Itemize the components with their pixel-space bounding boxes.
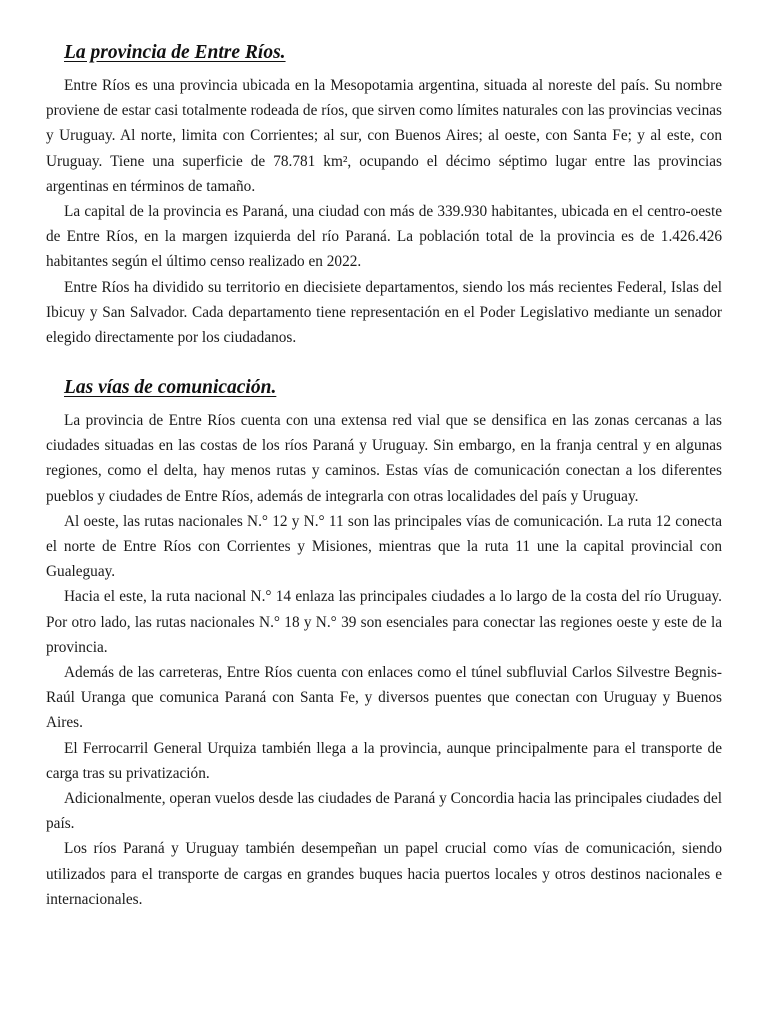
section-heading: Las vías de comunicación. bbox=[64, 377, 277, 398]
paragraph: Además de las carreteras, Entre Ríos cuenta con enlaces como el túnel subfluvial Carlos Silvestre Begnis-Raúl Uranga que comunica Paraná con Santa Fe, y diversos puentes que conectan con Uruguay y Buenos Aires. bbox=[46, 664, 722, 732]
paragraph: Entre Ríos es una provincia ubicada en la Mesopotamia argentina, situada al noreste del país. Su nombre proviene de estar casi totalmente rodeada de ríos, que sirven como límites naturales con las provincias vecinas y Uruguay. Al norte, limita con Corrientes; al sur, con Buenos Aires; al oeste, con Santa Fe; y al este, con Uruguay. Tiene una superficie de 78.781 km², ocupando el décimo séptimo lugar entre las provincias argentinas en términos de tamaño. bbox=[46, 77, 722, 195]
paragraph: Hacia el este, la ruta nacional N.° 14 enlaza las principales ciudades a lo largo de la costa del río Uruguay. Por otro lado, las rutas nacionales N.° 18 y N.° 39 son esenciales para conectar las regiones oeste y este de la provincia. bbox=[46, 588, 722, 656]
paragraph: La provincia de Entre Ríos cuenta con una extensa red vial que se densifica en las zonas cercanas a las ciudades situadas en las costas de los ríos Paraná y Uruguay. Sin embargo, en la franja central y en algunas regiones, como el delta, hay menos rutas y caminos. Estas vías de comunicación conectan a los diferentes pueblos y ciudades de Entre Ríos, además de integrarla con otras localidades del país y Uruguay. bbox=[46, 412, 722, 505]
section-entre-rios bbox=[46, 40, 722, 350]
section-heading: La provincia de Entre Ríos. bbox=[64, 42, 286, 63]
paragraph: Entre Ríos ha dividido su territorio en diecisiete departamentos, siendo los más recientes Federal, Islas del Ibicuy y San Salvador. Cada departamento tiene representación en el Poder Legislativo mediante un senador elegido directamente por los ciudadanos. bbox=[46, 278, 722, 347]
paragraph: El Ferrocarril General Urquiza también llega a la provincia, aunque principalmente para el transporte de carga tras su privatización. bbox=[46, 739, 722, 782]
paragraph: Los ríos Paraná y Uruguay también desempeñan un papel crucial como vías de comunicación, siendo utilizados para el transporte de cargas en grandes buques hacia puertos locales y otros destinos nacionales e internacionales. bbox=[46, 840, 722, 908]
paragraph: Adicionalmente, operan vuelos desde las ciudades de Paraná y Concordia hacia las principales ciudades del país. bbox=[46, 790, 722, 833]
paragraph: Al oeste, las rutas nacionales N.° 12 y N.° 11 son las principales vías de comunicación. La ruta 12 conecta el norte de Entre Ríos con Corrientes y Misiones, mientras que la ruta 11 une la capital provincial con Gualeguay. bbox=[46, 512, 722, 581]
paragraph: La capital de la provincia es Paraná, una ciudad con más de 339.930 habitantes, ubicada en el centro-oeste de Entre Ríos, en la margen izquierda del río Paraná. La población total de la provincia es de 1.426.426 habitantes según el último censo realizado en 2022. bbox=[46, 203, 722, 271]
section-vias-comunicacion bbox=[46, 375, 722, 912]
